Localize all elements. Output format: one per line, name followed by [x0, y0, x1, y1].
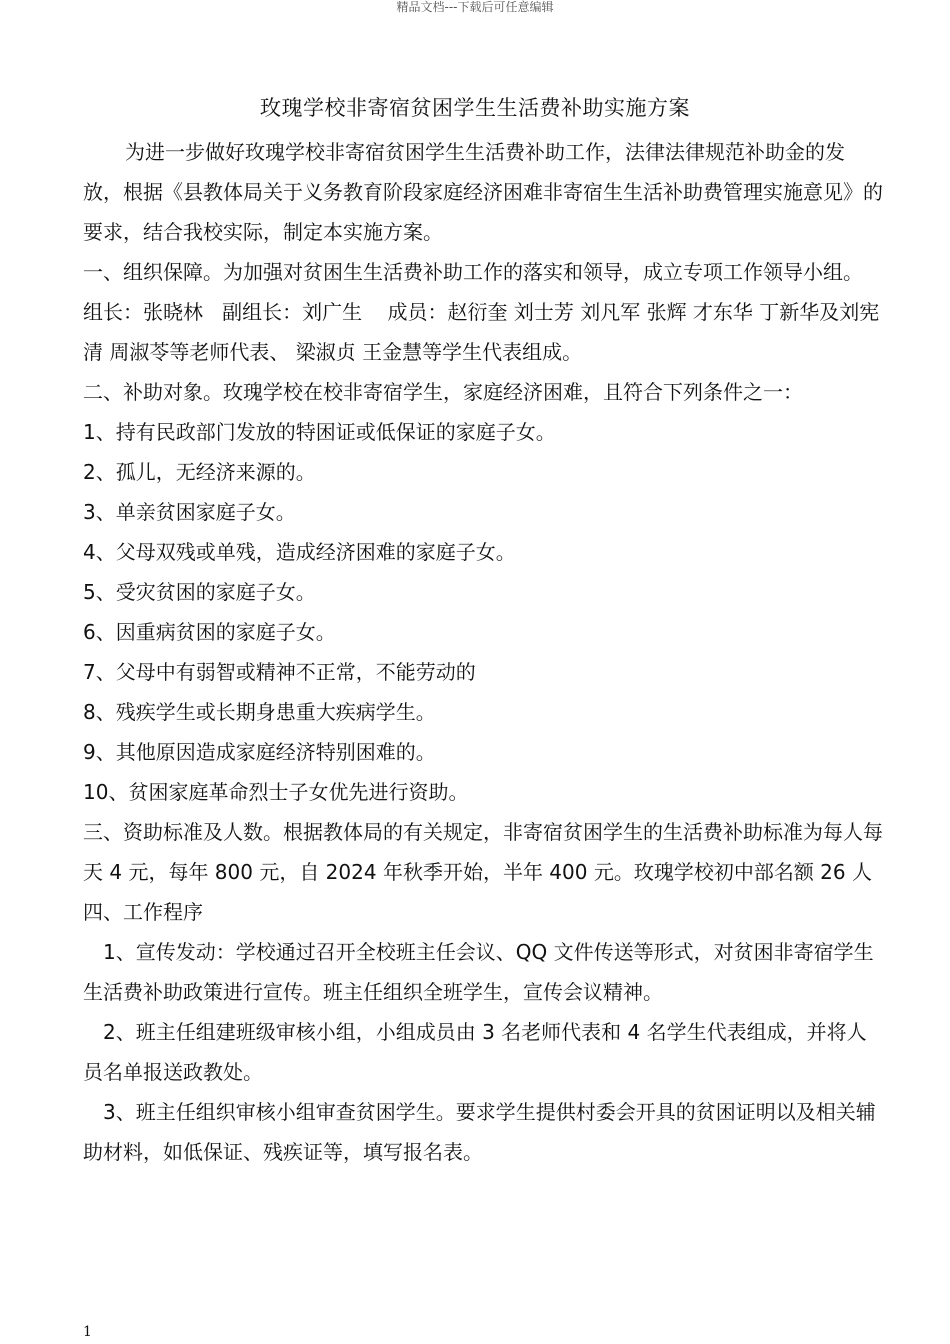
procedure-step: 3、班主任组织审核小组审查贫困学生。要求学生提供村委会开具的贫困证明以及相关辅助材料，如低保证、残疾证等，填写报名表。	[83, 1100, 876, 1164]
procedure-step: 1、宣传发动：学校通过召开全校班主任会议、QQ 文件传送等形式，对贫困非寄宿学生生活费补助政策进行宣传。班主任组织全班学生，宣传会议精神。	[83, 940, 874, 1004]
intro-paragraph: 为进一步做好玫瑰学校非寄宿贫困学生生活费补助工作，法律法律规范补助金的发放，根据《县教体局关于义务教育阶段家庭经济困难非寄宿生生活补助费管理实施意见》的要求，结合我校实际，制定本实施方案。	[83, 140, 883, 244]
group-members: 组长：张晓林 副组长：刘广生 成员：赵衍奎 刘士芳 刘凡军 张辉 才东华 丁新华及刘宪清 周淑苓等老师代表、 梁淑贞 王金慧等学生代表组成。	[83, 300, 880, 364]
condition-item: 4、父母双残或单残，造成经济困难的家庭子女。	[83, 540, 516, 564]
condition-item: 3、单亲贫困家庭子女。	[83, 500, 296, 524]
document-body	[83, 132, 883, 1172]
page-header: 精品文档---下载后可任意编辑	[396, 0, 554, 14]
condition-item: 6、因重病贫困的家庭子女。	[83, 620, 336, 644]
condition-item: 7、父母中有弱智或精神不正常，不能劳动的	[83, 660, 476, 684]
document-title: 玫瑰学校非寄宿贫困学生生活费补助实施方案	[260, 96, 690, 120]
condition-item: 9、其他原因造成家庭经济特别困难的。	[83, 740, 436, 764]
section-organization: 一、组织保障。为加强对贫困生生活费补助工作的落实和领导，成立专项工作领导小组。	[83, 260, 863, 284]
page-number: 1	[83, 1324, 92, 1340]
condition-item: 10、贫困家庭革命烈士子女优先进行资助。	[83, 780, 469, 804]
section-standard: 三、资助标准及人数。根据教体局的有关规定，非寄宿贫困学生的生活费补助标准为每人每天 4 元，每年 800 元，自 2024 年秋季开始，半年 400 元。玫瑰学校初中部名额 26 人	[83, 820, 883, 884]
condition-item: 8、残疾学生或长期身患重大疾病学生。	[83, 700, 436, 724]
condition-item: 5、受灾贫困的家庭子女。	[83, 580, 316, 604]
section-subsidy-target: 二、补助对象。玫瑰学校在校非寄宿学生，家庭经济困难，且符合下列条件之一：	[83, 380, 803, 404]
procedure-step: 2、班主任组建班级审核小组，小组成员由 3 名老师代表和 4 名学生代表组成，并将人员名单报送政教处。	[83, 1020, 867, 1084]
condition-item: 2、孤儿，无经济来源的。	[83, 460, 316, 484]
section-procedure: 四、工作程序	[83, 900, 203, 924]
condition-item: 1、持有民政部门发放的特困证或低保证的家庭子女。	[83, 420, 556, 444]
